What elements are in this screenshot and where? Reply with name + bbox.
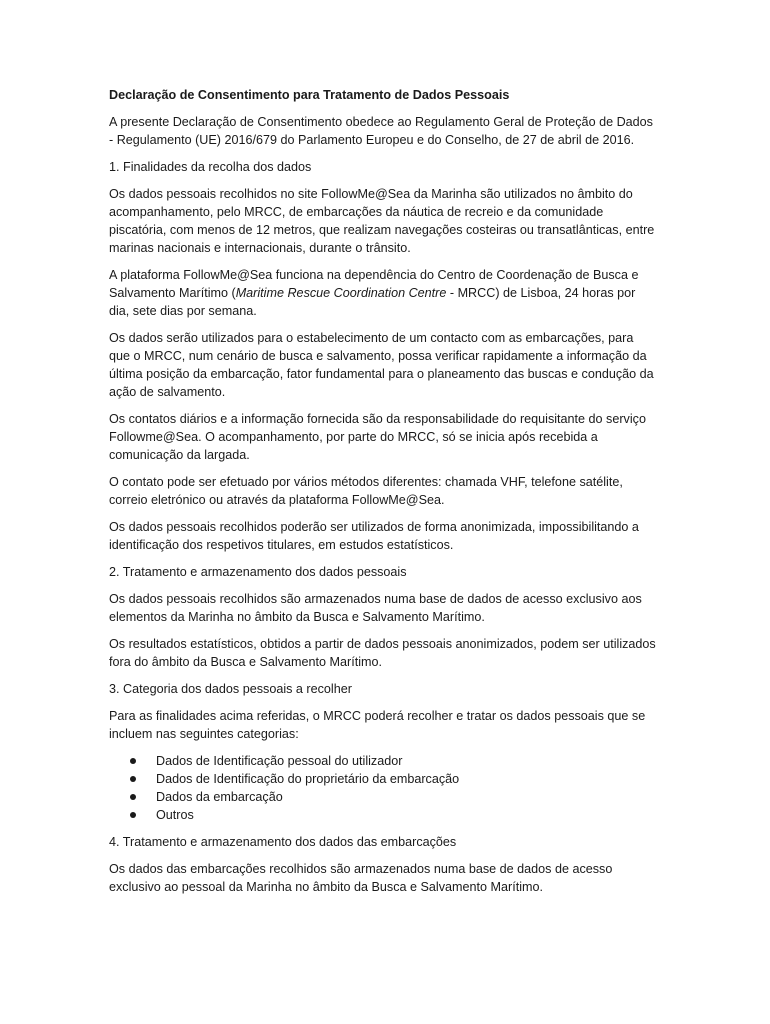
list-item [109, 752, 657, 770]
list-item-text: Dados da embarcação [156, 790, 283, 804]
document-body [109, 86, 657, 905]
section-1-paragraph-2-text-a: A plataforma FollowMe@Sea funciona na dependência do Centro de Coordenação de Busca e Salvamento Marítimo ( [109, 268, 639, 300]
bullet-icon [130, 812, 136, 818]
intro-paragraph: A presente Declaração de Consentimento obedece ao Regulamento Geral de Proteção de Dados - Regulamento (UE) 2016/679 do Parlamento Europeu e do Conselho, de 27 de abril de 2016. [109, 115, 653, 147]
category-list [109, 752, 657, 824]
section-1-paragraph-3: Os dados serão utilizados para o estabelecimento de um contacto com as embarcações, para que o MRCC, num cenário de busca e salvamento, possa verificar rapidamente a informação da última posição da embarcação, fator fundamental para o planeamento das buscas e condução da ação de salvamento. [109, 331, 654, 399]
section-4-heading: 4. Tratamento e armazenamento dos dados das embarcações [109, 835, 457, 849]
list-item-text: Dados de Identificação pessoal do utilizador [156, 754, 403, 768]
list-item [109, 806, 657, 824]
section-4-paragraph-1: Os dados das embarcações recolhidos são armazenados numa base de dados de acesso exclusivo ao pessoal da Marinha no âmbito da Busca e Salvamento Marítimo. [109, 862, 613, 894]
list-item [109, 770, 657, 788]
bullet-icon [130, 758, 136, 764]
list-item [109, 788, 657, 806]
section-1-paragraph-6: Os dados pessoais recolhidos poderão ser utilizados de forma anonimizada, impossibilitando a identificação dos respetivos titulares, em estudos estatísticos. [109, 520, 639, 552]
section-1-paragraph-2-text-b: - MRCC) de Lisboa, 24 horas por dia, sete dias por semana. [109, 286, 636, 318]
section-3-paragraph-1: Para as finalidades acima referidas, o MRCC poderá recolher e tratar os dados pessoais que se incluem nas seguintes categorias: [109, 709, 646, 741]
section-2-paragraph-1: Os dados pessoais recolhidos são armazenados numa base de dados de acesso exclusivo aos elementos da Marinha no âmbito da Busca e Salvamento Marítimo. [109, 592, 642, 624]
list-item-text: Dados de Identificação do proprietário da embarcação [156, 772, 460, 786]
section-1-heading: 1. Finalidades da recolha dos dados [109, 160, 312, 174]
section-2-heading: 2. Tratamento e armazenamento dos dados pessoais [109, 565, 407, 579]
section-1-paragraph-5: O contato pode ser efetuado por vários métodos diferentes: chamada VHF, telefone satélite, correio eletrónico ou através da plataforma FollowMe@Sea. [109, 475, 623, 507]
section-1-paragraph-2-italic: Maritime Rescue Coordination Centre [235, 286, 447, 300]
section-2-paragraph-2: Os resultados estatísticos, obtidos a partir de dados pessoais anonimizados, podem ser utilizados fora do âmbito da Busca e Salvamento Marítimo. [109, 637, 656, 669]
section-1-paragraph-1: Os dados pessoais recolhidos no site FollowMe@Sea da Marinha são utilizados no âmbito do acompanhamento, pelo MRCC, de embarcações da náutica de recreio e da comunidade piscatória, com menos de 12 metros, que realizam navegações costeiras ou transatlânticas, entre marinas nacionais e internacionais, durante o trânsito. [109, 187, 655, 255]
section-3-heading: 3. Categoria dos dados pessoais a recolher [109, 682, 352, 696]
bullet-icon [130, 794, 136, 800]
section-1-paragraph-2 [109, 266, 657, 320]
document-title: Declaração de Consentimento para Tratamento de Dados Pessoais [109, 88, 510, 102]
bullet-icon [130, 776, 136, 782]
list-item-text: Outros [156, 808, 194, 822]
section-1-paragraph-4: Os contatos diários e a informação fornecida são da responsabilidade do requisitante do serviço Followme@Sea. O acompanhamento, por parte do MRCC, só se inicia após recebida a comunicação da largada. [109, 412, 646, 462]
